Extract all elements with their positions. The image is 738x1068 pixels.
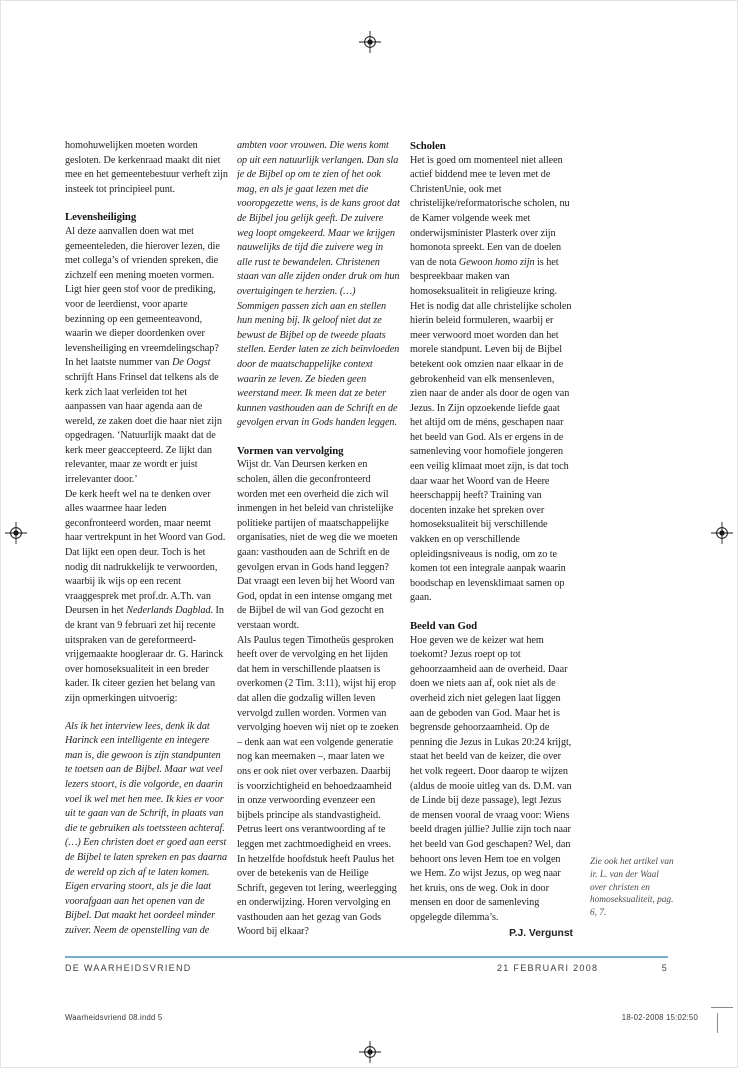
text-segment: Als Paulus tegen Timotheüs gesproken heeft over de vervolging en het lijden dat hem in verschillende plaatsen is overkomen (2 Tim. 3:11), wijst hij erop dat allen die godzalig willen leven vervolgd zullen worden. Vormen van vervolging hoeven wij niet op te zoeken – denk aan wat een volgende generatie nog kan meemaken –, maar laten we ons er ook niet over verbazen. Daarbij is voorzichtigheid en behoedzaamheid in onze verwoording evenzeer een bijbels principe als standvastigheid. Petrus leert ons verantwoording af te leggen met zachtmoedigheid en vrees. xyxy=(237,634,399,850)
article-paragraph xyxy=(237,458,400,633)
article-paragraph xyxy=(65,488,228,707)
inline-italic-title: Nederlands Dagblad xyxy=(126,605,211,617)
footer-date: 21 FEBRUARI 2008 xyxy=(497,963,599,973)
text-segment: In hetzelfde hoofdstuk heeft Paulus het over de betekenis van de Heilige Schrift, gegeven tot lering, weerlegging en onderwijzing. Horen vervolging en vasthouden aan het gezag van Gods Woord bij elkaar? xyxy=(237,853,397,938)
text-segment: Hoe geven we de keizer wat hem toekomt? Jezus roept op tot gehoorzaamheid aan de overheid. Daar doen we niets aan af, ook niet als de overheid zich niet gelegen laat liggen aan de geboden van God. Maar het is begrensde gehoorzaamheid. Op de penning die Jezus in Lukas 20:24 krijgt, staat het beeld van de keizer, die over het volk regeert. Door daarop te wijzen (aldus de mooie uitleg van ds. D.M. van de Linde bij deze passage), legt Jezus de mensen vooral de vraag voor: Wiens beeld dragen júllie? Jullie zijn toch naar het beeld van God geschapen? Wel, dan behoort ons leven Hem toe en volgen we Hem. Zo wijst Jezus, op weg naar het kruis, ons de weg. Ook in door mensen en door de samenleving opgelegde dilemma’s. xyxy=(410,634,572,923)
slug-filename: Waarheidsvriend 08.indd 5 xyxy=(65,1013,163,1022)
article-heading: Vormen van vervolging xyxy=(237,444,344,457)
footer-rule xyxy=(65,956,668,958)
inline-italic-title: Gewoon homo zijn xyxy=(458,256,535,268)
text-segment: Het is goed om momenteel niet alleen actief biddend mee te leven met de ChristenUnie, ook met christelijke/reformatorische scholen, nu de Kamer volgende week met onderwijsminister Plasterk over zijn homonota spreekt. Een van de doelen van de nota xyxy=(410,154,570,268)
article-heading: Levensheiliging xyxy=(65,211,137,224)
article-byline: P.J. Vergunst xyxy=(509,928,573,940)
crop-mark-vertical xyxy=(717,1013,718,1033)
text-segment: homohuwelijken moeten worden gesloten. De kerkenraad maakt dit niet mee en het gemeentebestuur verheft zijn insteek tot principieel punt. xyxy=(65,140,228,195)
registration-mark-icon xyxy=(711,522,733,544)
article-column-3 xyxy=(410,139,573,951)
article-column-2 xyxy=(237,139,400,951)
article-paragraph xyxy=(410,154,573,606)
article-paragraph xyxy=(410,634,573,926)
registration-mark-icon xyxy=(359,31,381,53)
crop-mark-horizontal xyxy=(711,1007,733,1008)
article-heading: Scholen xyxy=(410,140,446,152)
text-segment: ambten voor vrouwen. Die wens komt op uit een natuurlijk verlangen. Dan sla je de Bijbel op om te zien of het ook mag, en als je gaat lezen met die vooropgezette wens, is de kans groot dat de Bijbel jou gelijk geeft. De zuivere weg loopt omgekeerd. Maar we krijgen nauwelijks de tijd die zuivere weg in alle rust te bewandelen. Christenen staan van alle zijden onder druk om hun overtuigingen te herzien. (…) Sommigen passen zich aan en stellen hun mening bij. Ik geloof niet dat ze bewust de Bijbel op de tweede plaats stellen. Eerder laten ze zich beïnvloeden door de maatschappelijke context waarin ze leven. Ze bieden geen weerstand meer. Ik meen dat ze beter kunnen vasthouden aan de Schrift en de gevolgen ervan in Gods handen leggen. xyxy=(237,140,400,429)
footer-page-number: 5 xyxy=(661,963,668,973)
article-paragraph xyxy=(237,634,400,853)
registration-mark-icon xyxy=(359,1041,381,1063)
margin-note: Zie ook het artikel van ir. L. van der Waal over christen en homoseksualiteit, pag. 6, 7. xyxy=(590,857,674,919)
inline-italic-title: De Oogst xyxy=(172,357,211,369)
article-quote xyxy=(237,139,400,431)
footer-journal-title: DE WAARHEIDSVRIEND xyxy=(65,963,192,973)
article-paragraph xyxy=(237,853,400,941)
text-segment: Wijst dr. Van Deursen kerken en scholen, állen die geconfronteerd worden met een overheid die zich wil inmengen in het beleid van christelijke politieke partijen of maatschappelijke organisaties, niet de weg die we moeten gaan: vasthouden aan de Schrift en de gevolgen ervan in Gods hand leggen? Dat vraagt een leven bij het Woord van God, opdat in een intense omgang met de Bijbel de wil van God gezocht en verstaan wordt. xyxy=(237,459,398,631)
article-quote xyxy=(65,720,228,939)
text-segment: . In de krant van 9 februari zet hij recente uitspraken van de gereformeerd-vrijgemaakte hoogleraar dr. G. Harinck over homoseksualiteit in een breder kader. Ik citeer gezien het belang van zijn opmerkingen uitvoerig: xyxy=(65,605,224,704)
article-heading: Beeld van God xyxy=(410,620,478,632)
text-segment: De kerk heeft wel na te denken over alles waarmee haar leden geconfronteerd worden, maar neemt haar vertrekpunt in het Woord van God. Dat lijkt een open deur. Toch is het nodig dit nadrukkelijk te verwoorden, waarbij ik wijs op een recent vraaggesprek met prof.dr. A.Th. van Deursen in het xyxy=(65,488,226,617)
article-paragraph xyxy=(65,139,228,197)
registration-mark-icon xyxy=(5,522,27,544)
text-segment: is het bespreekbaar maken van homoseksualiteit in religieuze kring. Het is nodig dat alle christelijke scholen hierin beleid formuleren, waarbij er meer verwoord moet worden dan het morele standpunt. Leven bij de Bijbel betekent ook omzien naar elkaar in de gebrokenheid van elk mensenleven, zien naar de ander als door de ogen van Jezus. In Zijn opzoekende liefde gaat het altijd om de méns, geschapen naar het beeld van God. Als er ergens in de samenleving voor homofiele jongeren een veilig klimaat moet zijn, is dat toch daar waar het Woord van de Heere heerschappij heeft? Training van docenten inzake het spreken over homoseksualiteit bij verschillende vakken en op verschillende opleidingsniveaus is nodig, om zo te komen tot een integrale aanpak waarin boodschap en levensklimaat samen op gaan. xyxy=(410,256,572,604)
article-paragraph xyxy=(65,225,228,488)
text-segment: Als ik het interview lees, denk ik dat Harinck een intelligente en integere man is, die gewoon is zijn standpunten te toetsen aan de Bijbel. Maar wat veel lezers stoort, is die volgorde, en daarin voel ik wel met hen mee. Ik kies er voor uit te gaan van de Schrift, in plaats van die te gebruiken als toetssteen achteraf. (…) Een christen doet er goed aan eerst de Bijbel te laten spreken en pas daarna de wereld op zich af te laten komen. Eigen ervaring stoort, als je die laat voorafgaan aan het openen van de Bijbel. Dat maakt het oordeel minder zuiver. Neem de openstelling van de xyxy=(65,720,227,936)
text-segment: Al deze aanvallen doen wat met gemeenteleden, die hierover lezen, die met collega’s of vrienden spreken, die zichzelf een mening moeten vormen. Ligt hier geen stof voor de prediking, voor de leerdienst, voor aparte bezinning op een gemeenteavond, waarin we dieper doordenken over levensheiliging en vreemdelingschap? In het laatste nummer van xyxy=(65,225,220,369)
slug-timestamp: 18-02-2008 15:02:50 xyxy=(621,1013,698,1022)
article-column-1 xyxy=(65,139,228,951)
text-segment: schrijft Hans Frinsel dat telkens als de kerk zich laat verleiden tot het aanpassen van haar agenda aan de wereld, ze zaken doet die haar niet zijn opgedragen. ‘Natuurlijk maakt dat de kerk meer geaccepteerd. Ze lijkt dan relevanter, maar ze wordt er juist irrelevanter door.’ xyxy=(65,371,222,486)
